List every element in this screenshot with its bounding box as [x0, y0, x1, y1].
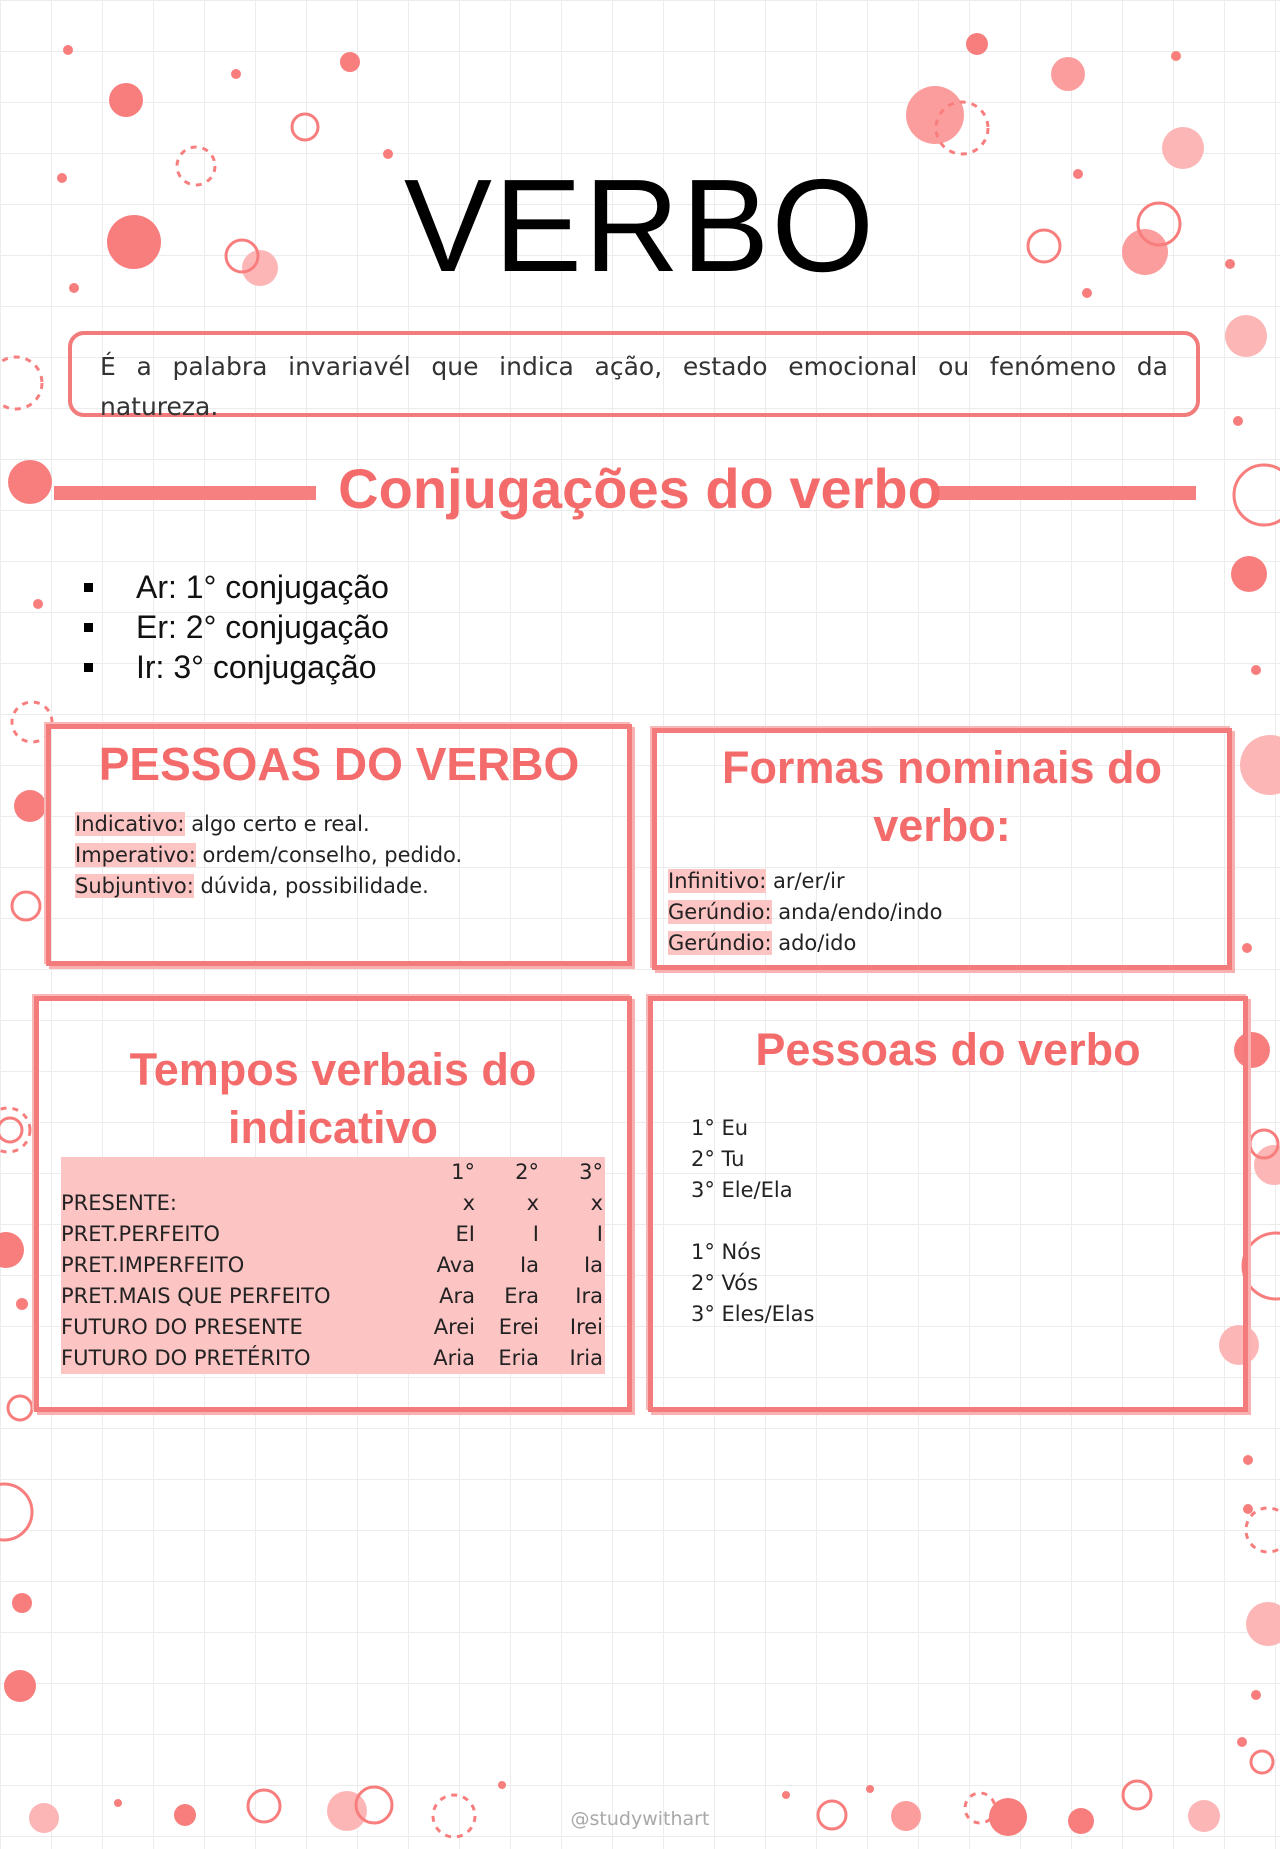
tense-name: PRET.PERFEITO [61, 1222, 220, 1246]
term-highlight: Infinitivo: [668, 869, 767, 893]
spacer [691, 1206, 815, 1237]
tense-name: PRET.MAIS QUE PERFEITO [61, 1284, 331, 1308]
ending-cell: x [526, 1191, 539, 1215]
table-row [61, 1312, 605, 1343]
term-highlight: Gerúndio: [668, 931, 772, 955]
card-formas-nominais [652, 728, 1232, 970]
term-highlight: Indicativo: [75, 812, 185, 836]
mood-line [75, 809, 462, 840]
mood-line [75, 871, 462, 902]
card-title-line: indicativo [227, 1102, 439, 1153]
card-title [657, 739, 1227, 855]
ending-cell: Ia [519, 1253, 539, 1277]
persons-list [691, 1113, 815, 1330]
term-highlight: Gerúndio: [668, 900, 772, 924]
header-cell: 2° [515, 1160, 539, 1184]
ending-cell: Ira [575, 1284, 603, 1308]
table-row [61, 1250, 605, 1281]
ending-cell: Era [504, 1284, 539, 1308]
ending-cell: Eria [498, 1346, 539, 1370]
card-pessoas-list [648, 996, 1248, 1412]
form-line [668, 866, 942, 897]
ending-cell: Iria [569, 1346, 603, 1370]
ending-cell: I [532, 1222, 539, 1246]
ending-cell: x [590, 1191, 603, 1215]
card-title-line: verbo: [873, 800, 1011, 851]
term-text: ado/ido [771, 931, 857, 955]
ending-cell: Arei [433, 1315, 475, 1339]
ending-cell: x [462, 1191, 475, 1215]
table-row [61, 1343, 605, 1374]
definition-text: É a palabra invariavél que indica ação, estado emocional ou fenómeno da natureza. [100, 352, 1168, 421]
person-plural: 1° Nós [691, 1240, 762, 1264]
person-plural: 2° Vós [691, 1271, 759, 1295]
header-cell: 1° [451, 1160, 475, 1184]
ending-cell: EI [455, 1222, 475, 1246]
card-title [39, 1041, 627, 1157]
term-text: ar/er/ir [766, 869, 845, 893]
tense-name: FUTURO DO PRETÉRITO [61, 1346, 311, 1370]
tense-name: FUTURO DO PRESENTE [61, 1315, 303, 1339]
table-row [61, 1219, 605, 1250]
card-title-line: Formas nominais do [721, 742, 1163, 793]
ending-cell: I [596, 1222, 603, 1246]
ending-cell: Ara [439, 1284, 475, 1308]
term-highlight: Imperativo: [75, 843, 196, 867]
person-singular: 3° Ele/Ela [691, 1178, 793, 1202]
term-text: algo certo e real. [184, 812, 370, 836]
card-title-line: Tempos verbais do [129, 1044, 537, 1095]
page-title: VERBO [403, 152, 877, 299]
ending-cell: Erei [498, 1315, 539, 1339]
header-cell [61, 1157, 411, 1188]
ending-cell: Ia [583, 1253, 603, 1277]
form-line [668, 897, 942, 928]
section-title-conjugacoes [0, 458, 1280, 520]
tense-name: PRET.IMPERFEITO [61, 1253, 245, 1277]
table-row [61, 1281, 605, 1312]
list-item: Er: 2° conjugação [80, 607, 389, 647]
person-plural: 3° Eles/Elas [691, 1302, 815, 1326]
ending-cell: Irei [569, 1315, 603, 1339]
tense-name: PRESENTE: [61, 1191, 178, 1215]
term-highlight: Subjuntivo: [75, 874, 194, 898]
term-text: dúvida, possibilidade. [193, 874, 429, 898]
card-title: Pessoas do verbo [755, 1024, 1141, 1075]
term-text: ordem/conselho, pedido. [195, 843, 463, 867]
term-text: anda/endo/indo [771, 900, 943, 924]
watermark: @studywithart [570, 1808, 710, 1830]
card-tempos-verbais [34, 996, 632, 1412]
table-row [61, 1188, 605, 1219]
form-line [668, 928, 942, 959]
card-title: PESSOAS DO VERBO [98, 738, 580, 790]
mood-line [75, 840, 462, 871]
table-header-row [61, 1157, 605, 1188]
header-cell: 3° [579, 1160, 603, 1184]
conjugation-list [80, 567, 389, 687]
person-singular: 2° Tu [691, 1147, 745, 1171]
card-pessoas-do-verbo [46, 724, 632, 966]
list-item: Ar: 1° conjugação [80, 567, 389, 607]
ending-cell: Aria [433, 1346, 475, 1370]
list-item: Ir: 3° conjugação [80, 647, 389, 687]
person-singular: 1° Eu [691, 1116, 749, 1140]
tempos-table [61, 1157, 605, 1374]
section-title-text: Conjugações do verbo [338, 457, 942, 520]
ending-cell: Ava [436, 1253, 475, 1277]
